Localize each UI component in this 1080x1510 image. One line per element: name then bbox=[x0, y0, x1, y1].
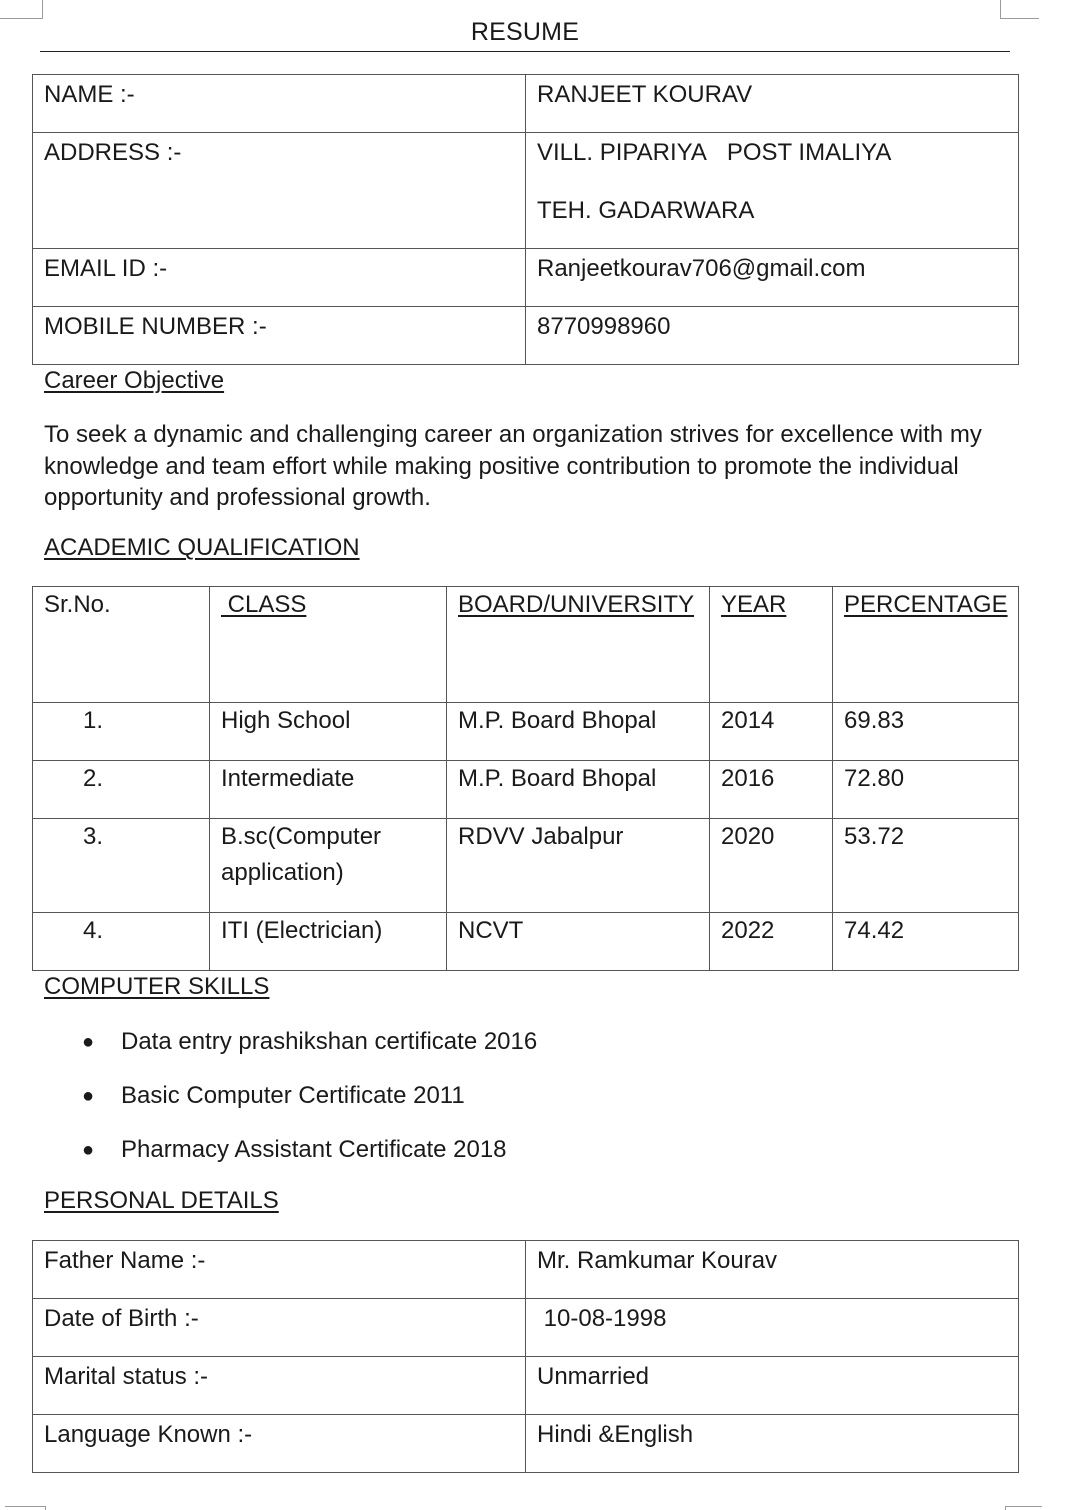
percentage-cell: 53.72 bbox=[844, 823, 905, 850]
mobile-value: 8770998960 bbox=[537, 313, 671, 340]
board-cell: NCVT bbox=[458, 917, 524, 944]
board-cell: RDVV Jabalpur bbox=[458, 823, 624, 850]
table-row bbox=[33, 703, 1019, 761]
table-row bbox=[33, 1415, 1019, 1473]
percentage-cell: 72.80 bbox=[844, 765, 905, 792]
page-corner-mark bbox=[0, 0, 43, 19]
year-cell: 2020 bbox=[721, 823, 775, 850]
table-row bbox=[33, 307, 1019, 365]
column-header-board: BOARD/UNIVERSITY bbox=[458, 591, 695, 618]
title-divider bbox=[40, 51, 1010, 52]
name-label: NAME :- bbox=[44, 81, 135, 108]
document-title: RESUME bbox=[470, 18, 580, 46]
career-objective-text: To seek a dynamic and challenging career an organization strives for excellence with my knowledge and team effort while making positive contribution to promote the individual opportunity and professional growth. bbox=[44, 421, 982, 511]
skill-text: Basic Computer Certificate 2011 bbox=[121, 1082, 465, 1109]
bullet-icon: ● bbox=[82, 1085, 95, 1107]
father-name-value: Mr. Ramkumar Kourav bbox=[537, 1247, 778, 1274]
column-header-class: CLASS bbox=[221, 591, 307, 618]
table-row bbox=[33, 819, 1019, 913]
table-row bbox=[33, 133, 1019, 249]
table-row bbox=[33, 1241, 1019, 1299]
email-label: EMAIL ID :- bbox=[44, 255, 168, 282]
marital-status-label: Marital status :- bbox=[44, 1363, 209, 1390]
percentage-cell: 74.42 bbox=[844, 917, 905, 944]
table-row bbox=[33, 1299, 1019, 1357]
email-value: Ranjeetkourav706@gmail.com bbox=[537, 255, 866, 282]
column-header-year: YEAR bbox=[721, 591, 787, 618]
list-item bbox=[82, 1025, 537, 1079]
list-item bbox=[82, 1079, 537, 1133]
column-header-percentage: PERCENTAGE bbox=[844, 591, 1008, 618]
sr-no: 1. bbox=[83, 707, 104, 734]
language-label: Language Known :- bbox=[44, 1421, 253, 1448]
computer-skills-list bbox=[82, 1025, 537, 1187]
father-name-label: Father Name :- bbox=[44, 1247, 206, 1274]
board-cell: M.P. Board Bhopal bbox=[458, 707, 657, 734]
academic-qualification-heading: ACADEMIC QUALIFICATION bbox=[44, 534, 360, 561]
table-row bbox=[33, 75, 1019, 133]
career-objective-heading: Career Objective bbox=[44, 367, 225, 394]
computer-skills-heading: COMPUTER SKILLS bbox=[44, 973, 270, 1000]
page-corner-mark bbox=[1000, 0, 1039, 19]
list-item bbox=[82, 1133, 537, 1187]
address-label: ADDRESS :- bbox=[44, 139, 182, 166]
percentage-cell: 69.83 bbox=[844, 707, 905, 734]
mobile-label: MOBILE NUMBER :- bbox=[44, 313, 267, 340]
class-cell: Intermediate bbox=[221, 765, 355, 792]
bullet-icon: ● bbox=[82, 1139, 95, 1161]
dob-value: 10-08-1998 bbox=[537, 1305, 667, 1332]
class-cell: B.sc(Computer application) bbox=[221, 823, 382, 886]
sr-no: 3. bbox=[83, 823, 104, 850]
marital-status-value: Unmarried bbox=[537, 1363, 650, 1390]
year-cell: 2014 bbox=[721, 707, 775, 734]
sr-no: 2. bbox=[83, 765, 104, 792]
skill-text: Data entry prashikshan certificate 2016 bbox=[121, 1028, 538, 1055]
language-value: Hindi &English bbox=[537, 1421, 694, 1448]
table-row bbox=[33, 1357, 1019, 1415]
personal-details-heading: PERSONAL DETAILS bbox=[44, 1187, 279, 1214]
contact-info-table bbox=[32, 74, 1019, 365]
sr-no: 4. bbox=[83, 917, 104, 944]
dob-label: Date of Birth :- bbox=[44, 1305, 199, 1332]
name-value: RANJEET KOURAV bbox=[537, 81, 753, 108]
board-cell: M.P. Board Bhopal bbox=[458, 765, 657, 792]
class-cell: ITI (Electrician) bbox=[221, 917, 383, 944]
column-header-sr-no: Sr.No. bbox=[44, 591, 111, 618]
table-row bbox=[33, 249, 1019, 307]
skill-text: Pharmacy Assistant Certificate 2018 bbox=[121, 1136, 507, 1163]
year-cell: 2016 bbox=[721, 765, 775, 792]
table-row bbox=[33, 761, 1019, 819]
academic-qualification-table bbox=[32, 586, 1019, 971]
address-line-2: TEH. GADARWARA bbox=[537, 197, 755, 224]
personal-details-table bbox=[32, 1240, 1019, 1473]
class-cell: High School bbox=[221, 707, 351, 734]
bullet-icon: ● bbox=[82, 1031, 95, 1053]
year-cell: 2022 bbox=[721, 917, 775, 944]
page-corner-mark bbox=[5, 1506, 46, 1510]
table-header-row bbox=[33, 587, 1019, 703]
page-corner-mark bbox=[1005, 1506, 1042, 1510]
table-row bbox=[33, 913, 1019, 971]
address-line-1: VILL. PIPARIYA POST IMALIYA bbox=[537, 139, 892, 166]
